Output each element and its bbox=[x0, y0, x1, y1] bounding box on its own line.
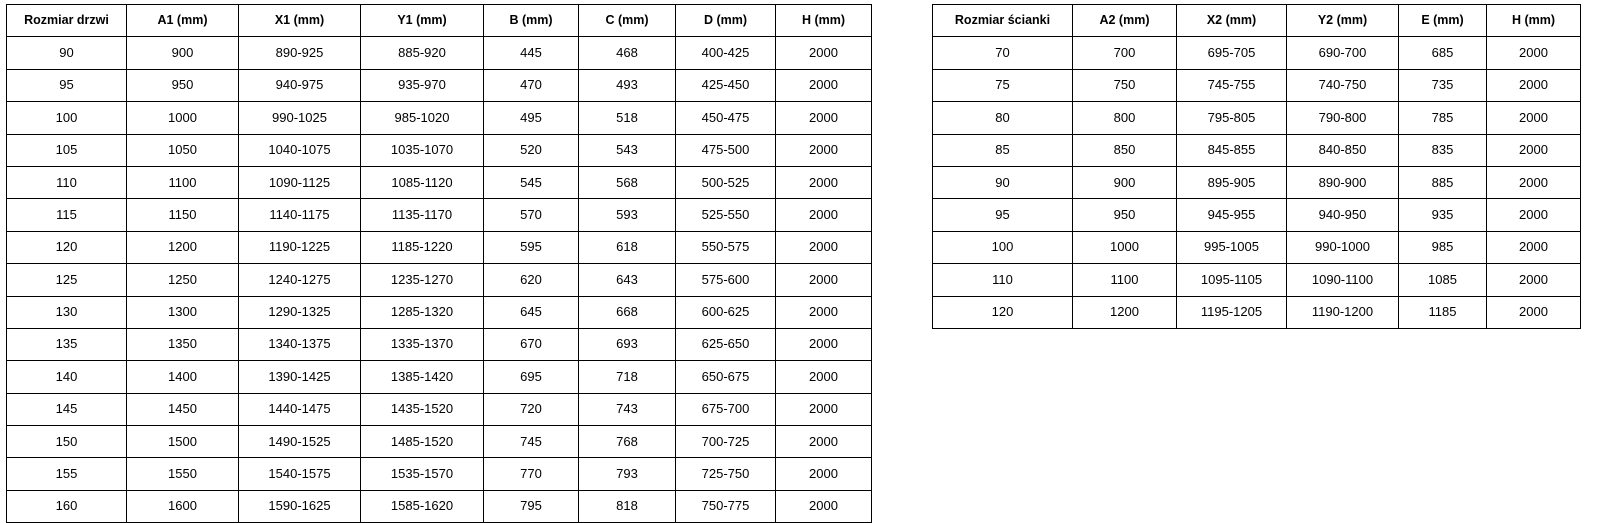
table-cell: 2000 bbox=[776, 426, 872, 458]
table-cell: 695-705 bbox=[1177, 37, 1287, 69]
column-header: H (mm) bbox=[776, 5, 872, 37]
table-cell: 2000 bbox=[776, 231, 872, 263]
table-cell: 1500 bbox=[127, 426, 239, 458]
table-cell: 1000 bbox=[1073, 231, 1177, 263]
table-row bbox=[7, 166, 872, 198]
table-cell: 1100 bbox=[1073, 264, 1177, 296]
table-cell: 1195-1205 bbox=[1177, 296, 1287, 328]
column-header: C (mm) bbox=[579, 5, 676, 37]
doors-table-body bbox=[7, 37, 872, 523]
table-row bbox=[7, 264, 872, 296]
table-cell: 795-805 bbox=[1177, 102, 1287, 134]
table-cell: 818 bbox=[579, 490, 676, 522]
table-cell: 1200 bbox=[127, 231, 239, 263]
table-cell: 1190-1200 bbox=[1287, 296, 1399, 328]
table-cell: 785 bbox=[1399, 102, 1487, 134]
table-cell: 593 bbox=[579, 199, 676, 231]
table-cell: 1135-1170 bbox=[361, 199, 484, 231]
table-cell: 1300 bbox=[127, 296, 239, 328]
table-cell: 735 bbox=[1399, 69, 1487, 101]
table-cell: 2000 bbox=[1487, 134, 1581, 166]
table-row bbox=[933, 264, 1581, 296]
table-cell: 685 bbox=[1399, 37, 1487, 69]
table-cell: 125 bbox=[7, 264, 127, 296]
table-cell: 725-750 bbox=[676, 458, 776, 490]
table-cell: 120 bbox=[933, 296, 1073, 328]
table-cell: 115 bbox=[7, 199, 127, 231]
table-cell: 718 bbox=[579, 361, 676, 393]
table-cell: 940-975 bbox=[239, 69, 361, 101]
table-cell: 1290-1325 bbox=[239, 296, 361, 328]
table-cell: 1000 bbox=[127, 102, 239, 134]
table-cell: 1285-1320 bbox=[361, 296, 484, 328]
table-cell: 140 bbox=[7, 361, 127, 393]
column-header: X2 (mm) bbox=[1177, 5, 1287, 37]
table-cell: 790-800 bbox=[1287, 102, 1399, 134]
table-cell: 468 bbox=[579, 37, 676, 69]
table-cell: 1550 bbox=[127, 458, 239, 490]
table-cell: 90 bbox=[933, 166, 1073, 198]
walls-dimensions-table bbox=[932, 4, 1581, 329]
table-cell: 740-750 bbox=[1287, 69, 1399, 101]
table-cell: 800 bbox=[1073, 102, 1177, 134]
table-cell: 1535-1570 bbox=[361, 458, 484, 490]
doors-dimensions-table bbox=[6, 4, 872, 523]
table-cell: 1240-1275 bbox=[239, 264, 361, 296]
table-cell: 475-500 bbox=[676, 134, 776, 166]
table-cell: 890-925 bbox=[239, 37, 361, 69]
table-cell: 1400 bbox=[127, 361, 239, 393]
table-cell: 100 bbox=[933, 231, 1073, 263]
column-header: X1 (mm) bbox=[239, 5, 361, 37]
table-row bbox=[7, 102, 872, 134]
table-row bbox=[933, 37, 1581, 69]
table-cell: 2000 bbox=[776, 393, 872, 425]
table-cell: 110 bbox=[7, 166, 127, 198]
table-cell: 135 bbox=[7, 328, 127, 360]
table-cell: 945-955 bbox=[1177, 199, 1287, 231]
table-cell: 500-525 bbox=[676, 166, 776, 198]
table-row bbox=[933, 69, 1581, 101]
table-cell: 625-650 bbox=[676, 328, 776, 360]
table-cell: 90 bbox=[7, 37, 127, 69]
table-cell: 745 bbox=[484, 426, 579, 458]
table-cell: 70 bbox=[933, 37, 1073, 69]
table-cell: 100 bbox=[7, 102, 127, 134]
table-cell: 885-920 bbox=[361, 37, 484, 69]
table-cell: 400-425 bbox=[676, 37, 776, 69]
table-cell: 900 bbox=[127, 37, 239, 69]
table-cell: 2000 bbox=[1487, 69, 1581, 101]
column-header: D (mm) bbox=[676, 5, 776, 37]
table-cell: 1085 bbox=[1399, 264, 1487, 296]
column-header: E (mm) bbox=[1399, 5, 1487, 37]
table-cell: 570 bbox=[484, 199, 579, 231]
table-cell: 520 bbox=[484, 134, 579, 166]
table-cell: 695 bbox=[484, 361, 579, 393]
table-cell: 2000 bbox=[776, 102, 872, 134]
table-row bbox=[933, 134, 1581, 166]
table-cell: 2000 bbox=[776, 134, 872, 166]
table-cell: 85 bbox=[933, 134, 1073, 166]
table-cell: 595 bbox=[484, 231, 579, 263]
table-cell: 1250 bbox=[127, 264, 239, 296]
table-cell: 795 bbox=[484, 490, 579, 522]
table-cell: 145 bbox=[7, 393, 127, 425]
table-cell: 675-700 bbox=[676, 393, 776, 425]
table-cell: 990-1025 bbox=[239, 102, 361, 134]
table-cell: 1540-1575 bbox=[239, 458, 361, 490]
table-cell: 545 bbox=[484, 166, 579, 198]
table-cell: 1235-1270 bbox=[361, 264, 484, 296]
table-cell: 105 bbox=[7, 134, 127, 166]
table-cell: 2000 bbox=[776, 296, 872, 328]
table-cell: 1600 bbox=[127, 490, 239, 522]
table-cell: 110 bbox=[933, 264, 1073, 296]
table-cell: 850 bbox=[1073, 134, 1177, 166]
table-cell: 750-775 bbox=[676, 490, 776, 522]
table-cell: 900 bbox=[1073, 166, 1177, 198]
table-cell: 2000 bbox=[776, 166, 872, 198]
column-header: H (mm) bbox=[1487, 5, 1581, 37]
table-cell: 745-755 bbox=[1177, 69, 1287, 101]
table-cell: 525-550 bbox=[676, 199, 776, 231]
table-cell: 2000 bbox=[776, 199, 872, 231]
table-cell: 693 bbox=[579, 328, 676, 360]
table-cell: 618 bbox=[579, 231, 676, 263]
table-cell: 645 bbox=[484, 296, 579, 328]
table-row bbox=[7, 231, 872, 263]
walls-table-body bbox=[933, 37, 1581, 329]
table-cell: 1390-1425 bbox=[239, 361, 361, 393]
table-cell: 1590-1625 bbox=[239, 490, 361, 522]
table-cell: 1090-1100 bbox=[1287, 264, 1399, 296]
table-cell: 2000 bbox=[1487, 166, 1581, 198]
table-cell: 1185 bbox=[1399, 296, 1487, 328]
table-header-row bbox=[933, 5, 1581, 37]
table-cell: 700-725 bbox=[676, 426, 776, 458]
table-cell: 620 bbox=[484, 264, 579, 296]
table-cell: 668 bbox=[579, 296, 676, 328]
table-cell: 835 bbox=[1399, 134, 1487, 166]
table-cell: 2000 bbox=[776, 458, 872, 490]
table-row bbox=[933, 231, 1581, 263]
table-cell: 1085-1120 bbox=[361, 166, 484, 198]
table-cell: 1490-1525 bbox=[239, 426, 361, 458]
table-cell: 2000 bbox=[776, 490, 872, 522]
table-cell: 445 bbox=[484, 37, 579, 69]
table-cell: 845-855 bbox=[1177, 134, 1287, 166]
table-cell: 425-450 bbox=[676, 69, 776, 101]
table-cell: 935 bbox=[1399, 199, 1487, 231]
table-cell: 2000 bbox=[1487, 199, 1581, 231]
table-cell: 885 bbox=[1399, 166, 1487, 198]
table-cell: 935-970 bbox=[361, 69, 484, 101]
table-cell: 768 bbox=[579, 426, 676, 458]
table-cell: 150 bbox=[7, 426, 127, 458]
table-cell: 1095-1105 bbox=[1177, 264, 1287, 296]
table-cell: 2000 bbox=[1487, 231, 1581, 263]
table-cell: 2000 bbox=[1487, 37, 1581, 69]
table-cell: 1040-1075 bbox=[239, 134, 361, 166]
table-cell: 950 bbox=[127, 69, 239, 101]
table-row bbox=[7, 37, 872, 69]
table-cell: 575-600 bbox=[676, 264, 776, 296]
table-cell: 543 bbox=[579, 134, 676, 166]
table-cell: 1385-1420 bbox=[361, 361, 484, 393]
table-header-row bbox=[7, 5, 872, 37]
table-cell: 1150 bbox=[127, 199, 239, 231]
table-cell: 690-700 bbox=[1287, 37, 1399, 69]
column-header: A2 (mm) bbox=[1073, 5, 1177, 37]
table-cell: 1140-1175 bbox=[239, 199, 361, 231]
column-header: Rozmiar drzwi bbox=[7, 5, 127, 37]
table-cell: 1450 bbox=[127, 393, 239, 425]
table-cell: 2000 bbox=[1487, 264, 1581, 296]
table-cell: 940-950 bbox=[1287, 199, 1399, 231]
table-cell: 2000 bbox=[776, 328, 872, 360]
table-cell: 518 bbox=[579, 102, 676, 134]
table-cell: 130 bbox=[7, 296, 127, 328]
table-cell: 160 bbox=[7, 490, 127, 522]
table-row bbox=[7, 69, 872, 101]
table-cell: 1585-1620 bbox=[361, 490, 484, 522]
table-cell: 568 bbox=[579, 166, 676, 198]
table-cell: 495 bbox=[484, 102, 579, 134]
table-cell: 750 bbox=[1073, 69, 1177, 101]
table-cell: 2000 bbox=[776, 69, 872, 101]
table-row bbox=[7, 361, 872, 393]
table-row bbox=[7, 199, 872, 231]
table-row bbox=[933, 296, 1581, 328]
table-cell: 1340-1375 bbox=[239, 328, 361, 360]
table-cell: 670 bbox=[484, 328, 579, 360]
table-cell: 1100 bbox=[127, 166, 239, 198]
table-cell: 700 bbox=[1073, 37, 1177, 69]
table-cell: 990-1000 bbox=[1287, 231, 1399, 263]
table-row bbox=[7, 458, 872, 490]
table-cell: 995-1005 bbox=[1177, 231, 1287, 263]
table-cell: 743 bbox=[579, 393, 676, 425]
table-row bbox=[7, 393, 872, 425]
table-cell: 120 bbox=[7, 231, 127, 263]
table-cell: 2000 bbox=[776, 361, 872, 393]
table-row bbox=[7, 328, 872, 360]
column-header: B (mm) bbox=[484, 5, 579, 37]
table-cell: 1185-1220 bbox=[361, 231, 484, 263]
table-cell: 895-905 bbox=[1177, 166, 1287, 198]
table-cell: 1200 bbox=[1073, 296, 1177, 328]
table-cell: 95 bbox=[933, 199, 1073, 231]
table-cell: 95 bbox=[7, 69, 127, 101]
table-cell: 770 bbox=[484, 458, 579, 490]
table-cell: 2000 bbox=[776, 264, 872, 296]
table-cell: 1485-1520 bbox=[361, 426, 484, 458]
table-row bbox=[7, 426, 872, 458]
doors-table-header bbox=[7, 5, 872, 37]
table-cell: 1440-1475 bbox=[239, 393, 361, 425]
table-cell: 720 bbox=[484, 393, 579, 425]
table-cell: 840-850 bbox=[1287, 134, 1399, 166]
column-header: A1 (mm) bbox=[127, 5, 239, 37]
table-cell: 985-1020 bbox=[361, 102, 484, 134]
table-cell: 2000 bbox=[776, 37, 872, 69]
table-cell: 2000 bbox=[1487, 102, 1581, 134]
table-cell: 75 bbox=[933, 69, 1073, 101]
table-cell: 650-675 bbox=[676, 361, 776, 393]
table-cell: 890-900 bbox=[1287, 166, 1399, 198]
table-row bbox=[933, 199, 1581, 231]
walls-dimensions-table-container bbox=[932, 4, 1581, 329]
column-header: Y2 (mm) bbox=[1287, 5, 1399, 37]
column-header: Rozmiar ścianki bbox=[933, 5, 1073, 37]
table-cell: 493 bbox=[579, 69, 676, 101]
doors-dimensions-table-container bbox=[6, 4, 872, 523]
table-cell: 155 bbox=[7, 458, 127, 490]
table-cell: 793 bbox=[579, 458, 676, 490]
table-row bbox=[7, 134, 872, 166]
table-cell: 1050 bbox=[127, 134, 239, 166]
table-cell: 1035-1070 bbox=[361, 134, 484, 166]
table-cell: 1435-1520 bbox=[361, 393, 484, 425]
table-cell: 470 bbox=[484, 69, 579, 101]
column-header: Y1 (mm) bbox=[361, 5, 484, 37]
table-row bbox=[7, 490, 872, 522]
table-row bbox=[933, 102, 1581, 134]
table-cell: 450-475 bbox=[676, 102, 776, 134]
table-row bbox=[7, 296, 872, 328]
table-cell: 600-625 bbox=[676, 296, 776, 328]
table-cell: 80 bbox=[933, 102, 1073, 134]
table-cell: 985 bbox=[1399, 231, 1487, 263]
table-cell: 1335-1370 bbox=[361, 328, 484, 360]
table-row bbox=[933, 166, 1581, 198]
table-cell: 1090-1125 bbox=[239, 166, 361, 198]
table-cell: 1350 bbox=[127, 328, 239, 360]
table-cell: 950 bbox=[1073, 199, 1177, 231]
walls-table-header bbox=[933, 5, 1581, 37]
table-cell: 2000 bbox=[1487, 296, 1581, 328]
table-cell: 550-575 bbox=[676, 231, 776, 263]
table-cell: 1190-1225 bbox=[239, 231, 361, 263]
table-cell: 643 bbox=[579, 264, 676, 296]
